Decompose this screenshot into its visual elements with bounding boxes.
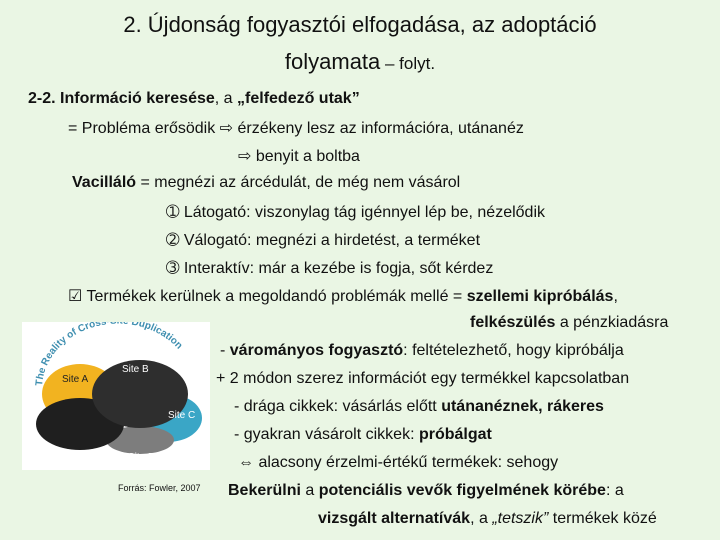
heading-bold: 2-2. Információ keresése (28, 90, 215, 107)
line12-b: próbálgat (418, 426, 492, 443)
line9-a: - (220, 342, 230, 359)
line15-b: , a (470, 510, 493, 527)
line11-a: - drága cikkek: vásárlás előtt (234, 398, 442, 415)
text-line-4: ➀ Látogató: viszonylag tág igénnyel lép be, nézelődik (166, 204, 545, 221)
line14-d: : a (605, 482, 624, 499)
venn-diagram (22, 322, 210, 470)
site-a-label: Site A (62, 374, 89, 385)
vacillalo-definition: = megnézi az árcédulát, de még nem vásárol (136, 174, 461, 191)
page-title-suffix: – folyt. (380, 54, 436, 73)
site-c-label: Site C (168, 410, 196, 421)
line15-a: vizsgált alternatívák (318, 510, 471, 527)
page-title-main: folyamata (284, 49, 381, 74)
vacillalo-term: Vacilláló (72, 174, 137, 191)
line11-b: utánanéznek, rákeres (441, 398, 604, 415)
line7-c: , (613, 288, 618, 305)
text-line-8 (470, 314, 668, 332)
page-title-line1: 2. Újdonság fogyasztói elfogadása, az adoptáció (123, 12, 597, 37)
line7-b: szellemi kipróbálás (466, 288, 614, 305)
line15-c: „tetszik” (492, 510, 549, 527)
figure-arc-title-path: The Reality of Cross Duplication (34, 322, 185, 387)
text-line-1: = Probléma erősödik ⇨ érzékeny lesz az információra, utánanéz (68, 120, 524, 137)
text-line-2: ⇨ benyit a boltba (238, 148, 360, 165)
line8-c: a pénzkiadásra (555, 314, 669, 331)
text-line-7 (68, 286, 618, 306)
text-line-11 (234, 398, 604, 416)
site-e-label: Site E (60, 452, 87, 463)
cross-site-duplication-figure (22, 322, 210, 470)
figure-caption: Forrás: Fowler, 2007 (118, 483, 201, 493)
text-line-3 (72, 174, 460, 192)
text-line-13: ⇔ alacsony érzelmi-értékű termékek: sehogy (238, 454, 559, 471)
line14-c: potenciális vevők figyelmének körébe (318, 482, 606, 499)
line14-b: a (300, 482, 319, 499)
line15-d: termékek közé (548, 510, 657, 527)
line7-a: ☑ Termékek kerülnek a megoldandó problémák mellé = (68, 288, 467, 305)
line9-b: várományos fogyasztó (229, 342, 404, 359)
text-line-5: ➁ Válogató: megnézi a hirdetést, a terméket (166, 232, 481, 249)
text-line-15 (318, 510, 657, 528)
line14-a: Bekerülni (228, 482, 301, 499)
text-line-10: + 2 módon szerez információt egy termékkel kapcsolatban (216, 370, 630, 387)
section-heading (28, 90, 360, 108)
text-line-6: ➂ Interaktív: már a kezébe is fogja, sőt kérdez (166, 260, 494, 277)
text-line-14 (228, 482, 624, 500)
line8-b: felkészülés (470, 314, 556, 331)
line12-a: - gyakran vásárolt cikkek: (234, 426, 419, 443)
page-title-line2 (0, 47, 720, 79)
text-line-9 (220, 342, 624, 360)
site-d-label: Site D (128, 452, 156, 463)
site-b-label: Site B (122, 364, 149, 375)
heading-bold2: „felfedező utak” (237, 90, 360, 107)
text-line-12 (234, 426, 492, 444)
heading-rest: , a (214, 90, 233, 107)
line9-c: : feltételezhető, hogy kipróbálja (403, 342, 624, 359)
